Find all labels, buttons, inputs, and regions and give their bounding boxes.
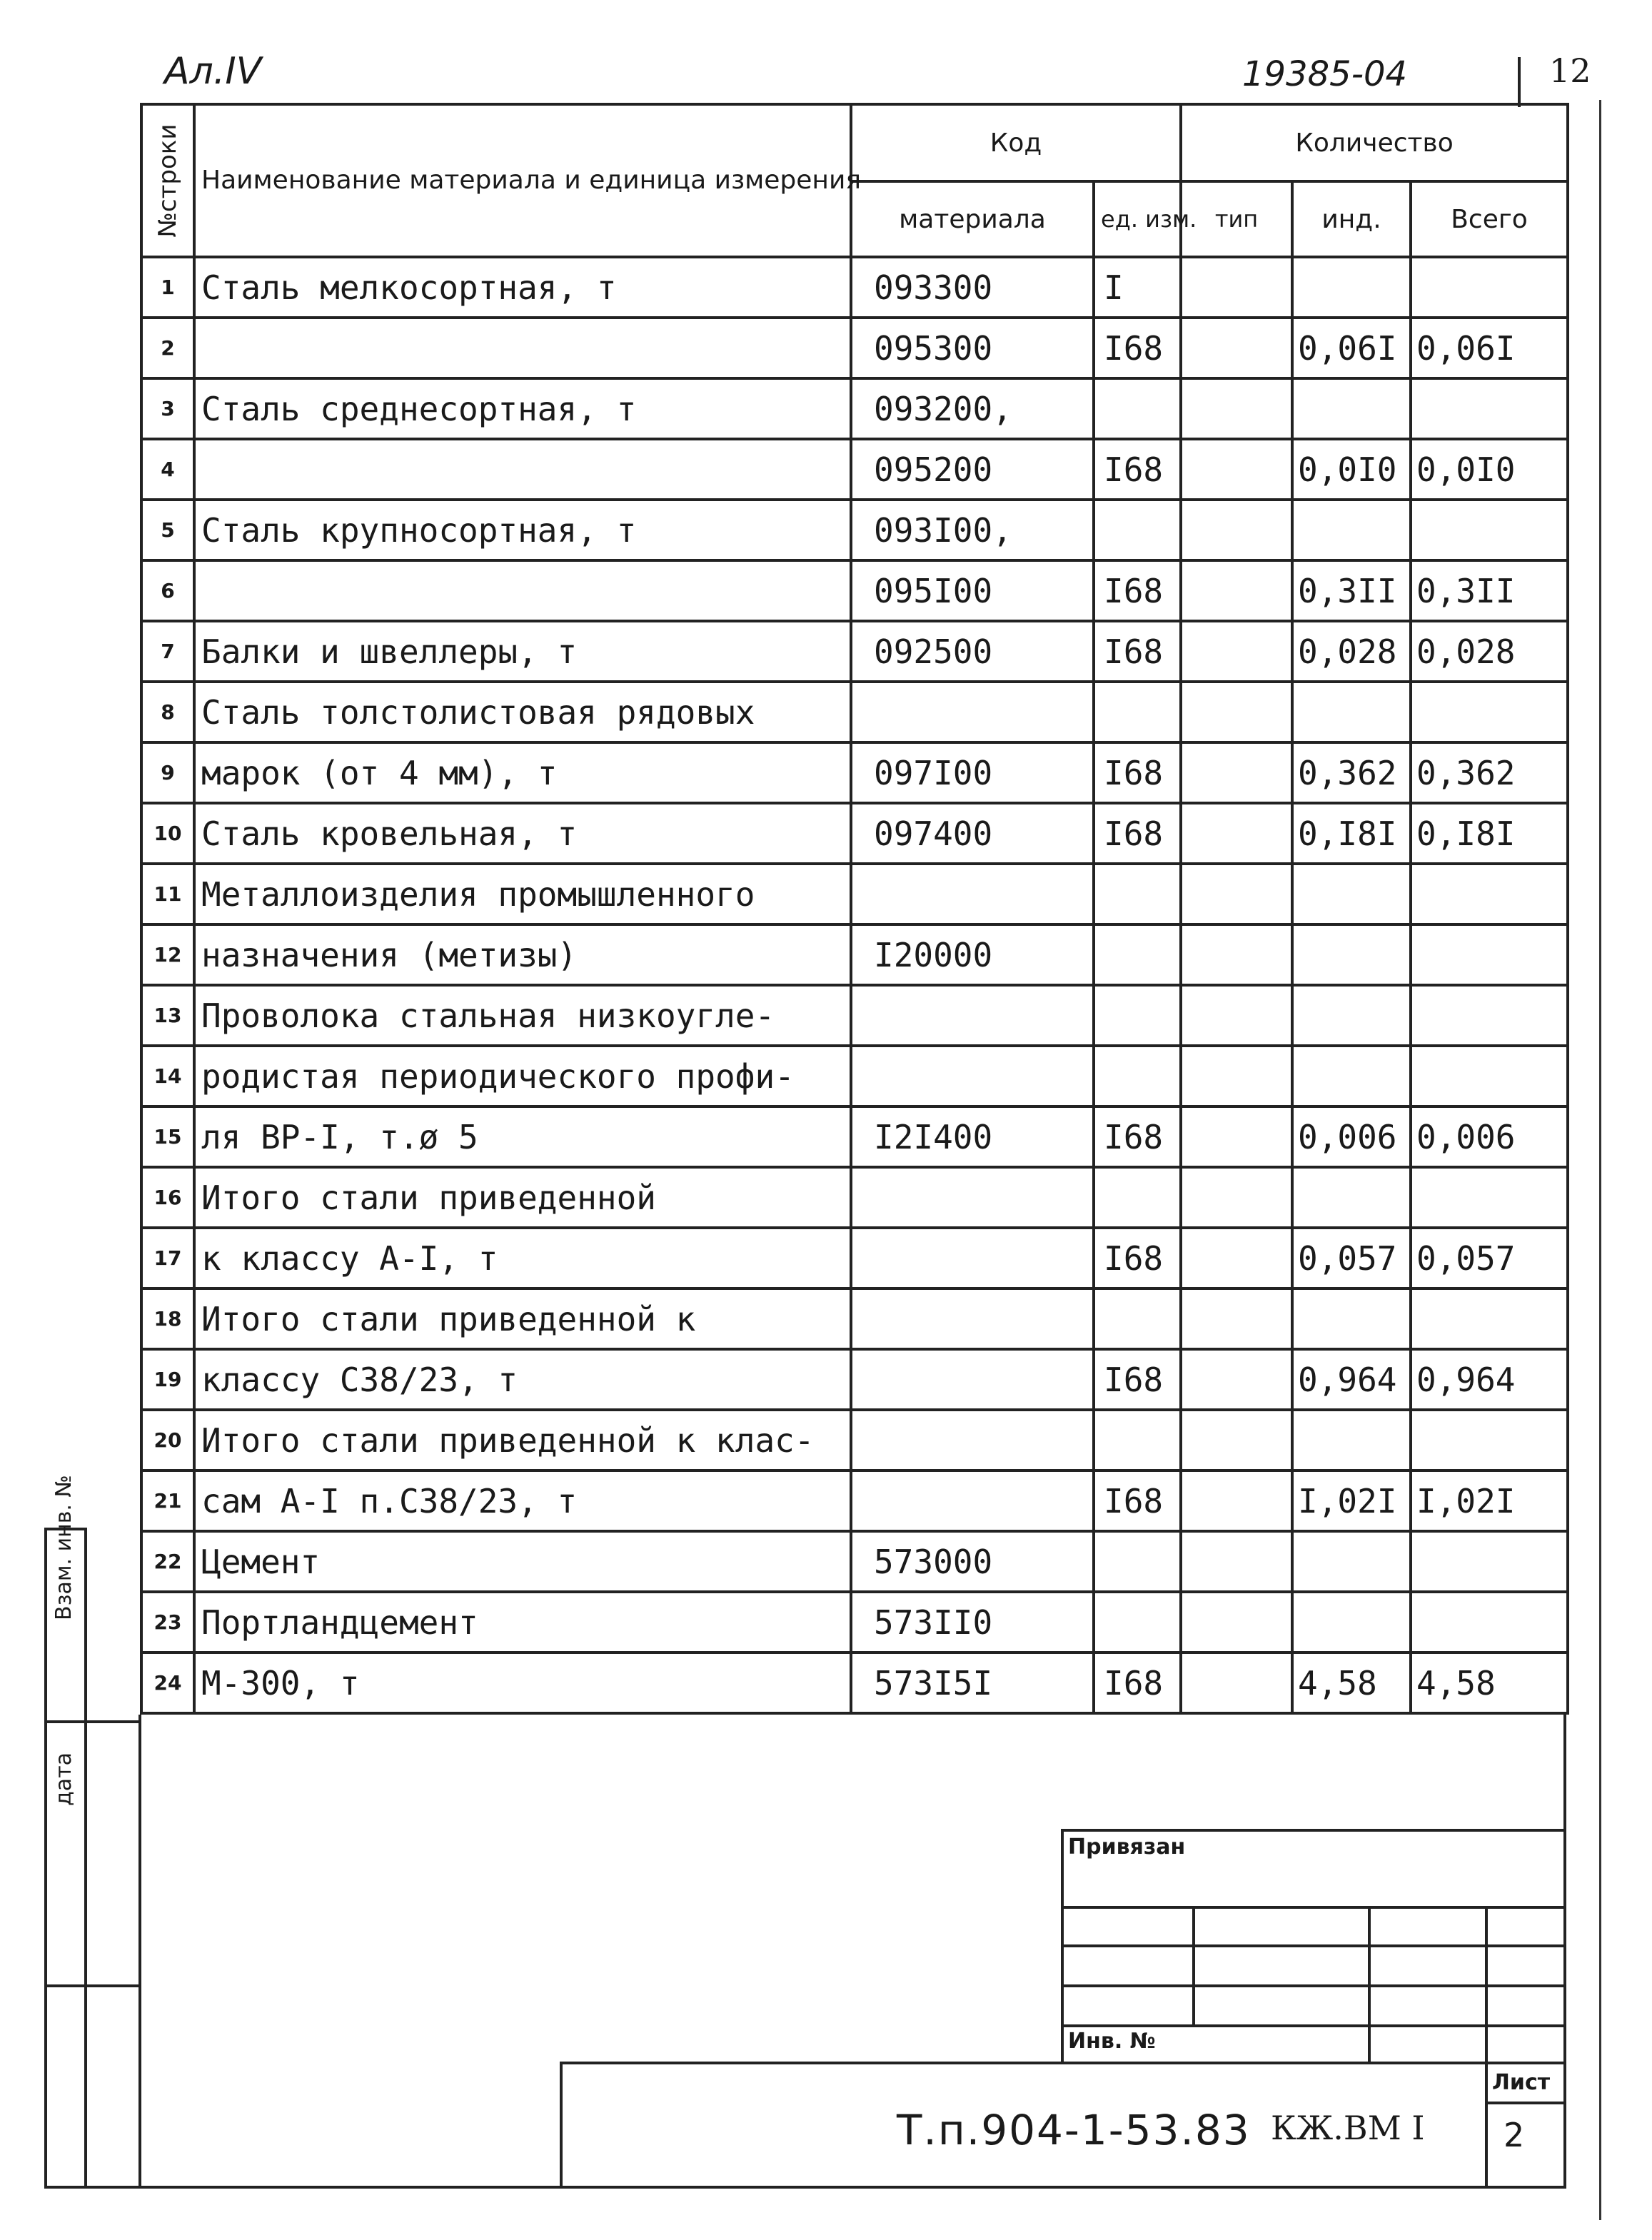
table-row	[141, 742, 1568, 803]
material-name-cell: Сталь толстолистовая рядовых	[194, 682, 851, 742]
row-number-header: №строки	[141, 104, 194, 257]
material-code-cell: 093I00,	[851, 500, 1094, 560]
table-row	[141, 1653, 1568, 1713]
unit-code-cell: I	[1094, 257, 1181, 318]
material-code-cell: 097400	[851, 803, 1094, 864]
row-number-cell: 10	[141, 803, 194, 864]
table-row	[141, 500, 1568, 560]
individual-qty-cell	[1292, 378, 1411, 439]
total-qty-cell	[1411, 985, 1568, 1046]
unit-code-cell	[1094, 924, 1181, 985]
individual-qty-cell	[1292, 1531, 1411, 1592]
unit-code-cell: I68	[1094, 803, 1181, 864]
individual-qty-cell: 0,0I0	[1292, 439, 1411, 500]
unit-code-cell: I68	[1094, 318, 1181, 378]
sheet-cell-divider	[1485, 2102, 1566, 2104]
material-code-header: материала	[851, 181, 1094, 257]
type-qty-cell	[1181, 500, 1292, 560]
material-name-cell: Металлоизделия промышленного	[194, 864, 851, 924]
date-label: дата	[51, 1752, 76, 1806]
material-name-cell	[194, 439, 851, 500]
table-row	[141, 682, 1568, 742]
unit-code-cell	[1094, 500, 1181, 560]
type-qty-cell	[1181, 1470, 1292, 1531]
individual-qty-cell	[1292, 1046, 1411, 1106]
sheet-number: 12	[1549, 51, 1591, 90]
material-code-cell: I20000	[851, 924, 1094, 985]
total-qty-cell	[1411, 378, 1568, 439]
individual-qty-cell: 0,362	[1292, 742, 1411, 803]
row-number-cell: 21	[141, 1470, 194, 1531]
table-row	[141, 1228, 1568, 1288]
table-row	[141, 803, 1568, 864]
type-qty-cell	[1181, 560, 1292, 621]
table-row	[141, 621, 1568, 682]
table-row	[141, 1106, 1568, 1167]
strip-divider-1	[44, 1720, 140, 1723]
individual-qty-header: инд.	[1292, 181, 1411, 257]
row-number-cell: 6	[141, 560, 194, 621]
stamp-row-3	[1061, 1984, 1566, 1987]
table-row	[141, 1410, 1568, 1470]
individual-qty-cell	[1292, 500, 1411, 560]
material-code-cell: 092500	[851, 621, 1094, 682]
type-qty-cell	[1181, 742, 1292, 803]
table-row	[141, 1349, 1568, 1410]
individual-qty-cell	[1292, 864, 1411, 924]
unit-code-cell	[1094, 1592, 1181, 1653]
individual-qty-cell	[1292, 1592, 1411, 1653]
type-qty-cell	[1181, 682, 1292, 742]
table-row	[141, 924, 1568, 985]
type-qty-cell	[1181, 985, 1292, 1046]
type-qty-cell	[1181, 621, 1292, 682]
type-qty-cell	[1181, 1592, 1292, 1653]
stamp-row-2	[1061, 1944, 1566, 1947]
type-qty-cell	[1181, 378, 1292, 439]
material-code-cell: 573000	[851, 1531, 1094, 1592]
material-code-cell: 097I00	[851, 742, 1094, 803]
table-row	[141, 378, 1568, 439]
type-qty-cell	[1181, 1531, 1292, 1592]
stamp-col-1	[1192, 1906, 1195, 2024]
material-name-cell: ля ВР-I, т.ø 5	[194, 1106, 851, 1167]
table-row	[141, 1531, 1568, 1592]
table-row	[141, 1288, 1568, 1349]
type-qty-cell	[1181, 439, 1292, 500]
material-code-cell	[851, 1470, 1094, 1531]
individual-qty-cell	[1292, 1410, 1411, 1470]
material-name-cell: Итого стали приведенной к	[194, 1288, 851, 1349]
unit-code-cell	[1094, 1531, 1181, 1592]
material-code-cell: I2I400	[851, 1106, 1094, 1167]
material-name-cell: сам А-I п.С38/23, т	[194, 1470, 851, 1531]
frame-right-line	[1563, 1715, 1566, 2188]
project-code: Т.п.904-1-53.83	[897, 2106, 1251, 2154]
individual-qty-cell: 0,028	[1292, 621, 1411, 682]
type-qty-cell	[1181, 1046, 1292, 1106]
unit-code-cell	[1094, 985, 1181, 1046]
total-qty-cell	[1411, 864, 1568, 924]
table-row	[141, 318, 1568, 378]
stamp-col-2	[1368, 1906, 1371, 2064]
strip-inner-line	[84, 1528, 87, 2188]
stamp-col-3	[1485, 1906, 1488, 2064]
material-code-cell: 093300	[851, 257, 1094, 318]
type-qty-cell	[1181, 803, 1292, 864]
individual-qty-cell	[1292, 682, 1411, 742]
sheet-label: Лист	[1492, 2070, 1551, 2095]
strip-outer-line	[44, 1528, 47, 2188]
total-qty-cell	[1411, 1410, 1568, 1470]
individual-qty-cell: 0,06I	[1292, 318, 1411, 378]
row-number-cell: 14	[141, 1046, 194, 1106]
quantity-header: Количество	[1181, 104, 1568, 181]
unit-code-cell: I68	[1094, 1106, 1181, 1167]
total-qty-cell	[1411, 1167, 1568, 1228]
table-row	[141, 257, 1568, 318]
stamp-top-line	[1061, 1829, 1566, 1832]
material-name-cell	[194, 560, 851, 621]
material-name-cell: к классу А-I, т	[194, 1228, 851, 1288]
table-row	[141, 560, 1568, 621]
row-number-cell: 19	[141, 1349, 194, 1410]
individual-qty-cell	[1292, 924, 1411, 985]
material-code-cell	[851, 985, 1094, 1046]
type-qty-cell	[1181, 1349, 1292, 1410]
table-row	[141, 1592, 1568, 1653]
type-qty-cell	[1181, 924, 1292, 985]
unit-code-cell	[1094, 1167, 1181, 1228]
total-qty-cell: 0,964	[1411, 1349, 1568, 1410]
row-number-cell: 5	[141, 500, 194, 560]
row-number-cell: 8	[141, 682, 194, 742]
type-qty-cell	[1181, 864, 1292, 924]
row-number-cell: 23	[141, 1592, 194, 1653]
table-row	[141, 1470, 1568, 1531]
unit-code-cell	[1094, 378, 1181, 439]
total-qty-cell: I,02I	[1411, 1470, 1568, 1531]
strip-divider-2	[44, 1984, 140, 1987]
type-qty-cell	[1181, 318, 1292, 378]
row-number-cell: 1	[141, 257, 194, 318]
stamp-row-1	[1061, 1906, 1566, 1909]
row-number-cell: 2	[141, 318, 194, 378]
document-number: 19385-04	[1242, 54, 1408, 94]
row-number-cell: 15	[141, 1106, 194, 1167]
right-margin-line	[1599, 100, 1601, 2220]
row-number-cell: 11	[141, 864, 194, 924]
total-qty-cell	[1411, 1046, 1568, 1106]
material-name-cell: Балки и швеллеры, т	[194, 621, 851, 682]
individual-qty-cell: 0,057	[1292, 1228, 1411, 1288]
frame-left-line	[138, 1715, 141, 2188]
type-qty-cell	[1181, 257, 1292, 318]
material-code-cell: 573I5I	[851, 1653, 1094, 1713]
total-qty-header: Всего	[1411, 181, 1568, 257]
individual-qty-cell: 0,006	[1292, 1106, 1411, 1167]
material-name-cell: Сталь крупносортная, т	[194, 500, 851, 560]
individual-qty-cell: 0,I8I	[1292, 803, 1411, 864]
material-name-header: Наименование материала и единица измерения	[194, 104, 851, 257]
replace-inv-label: Взам. инв. №	[51, 1475, 76, 1620]
total-qty-cell: 0,028	[1411, 621, 1568, 682]
material-code-cell	[851, 682, 1094, 742]
material-code-cell: 095200	[851, 439, 1094, 500]
individual-qty-cell: 0,3II	[1292, 560, 1411, 621]
title-block-top-line	[560, 2062, 1566, 2064]
material-name-cell: Проволока стальная низкоугле-	[194, 985, 851, 1046]
total-qty-cell	[1411, 257, 1568, 318]
individual-qty-cell	[1292, 985, 1411, 1046]
row-number-cell: 13	[141, 985, 194, 1046]
material-code-cell: 095300	[851, 318, 1094, 378]
type-qty-cell	[1181, 1167, 1292, 1228]
total-qty-cell: 0,06I	[1411, 318, 1568, 378]
material-name-cell: Итого стали приведенной	[194, 1167, 851, 1228]
row-number-cell: 22	[141, 1531, 194, 1592]
header-divider	[1518, 57, 1521, 107]
type-qty-header: тип	[1181, 181, 1292, 257]
material-code-cell	[851, 1167, 1094, 1228]
material-name-cell: Итого стали приведенной к клас-	[194, 1410, 851, 1470]
row-number-cell: 20	[141, 1410, 194, 1470]
table-row	[141, 864, 1568, 924]
album-label: Ал.IV	[164, 50, 262, 93]
unit-code-cell: I68	[1094, 742, 1181, 803]
type-qty-cell	[1181, 1653, 1292, 1713]
material-name-cell: Цемент	[194, 1531, 851, 1592]
table-row	[141, 1167, 1568, 1228]
material-code-cell	[851, 1288, 1094, 1349]
material-code-cell: 095I00	[851, 560, 1094, 621]
row-number-cell: 3	[141, 378, 194, 439]
table-row	[141, 439, 1568, 500]
individual-qty-cell	[1292, 257, 1411, 318]
material-name-cell: Сталь мелкосортная, т	[194, 257, 851, 318]
unit-code-cell: I68	[1094, 439, 1181, 500]
total-qty-cell: 4,58	[1411, 1653, 1568, 1713]
unit-code-cell: I68	[1094, 1470, 1181, 1531]
individual-qty-cell	[1292, 1288, 1411, 1349]
row-number-cell: 9	[141, 742, 194, 803]
total-qty-cell	[1411, 924, 1568, 985]
unit-code-cell: I68	[1094, 1349, 1181, 1410]
unit-code-cell	[1094, 864, 1181, 924]
type-qty-cell	[1181, 1228, 1292, 1288]
material-name-cell: назначения (метизы)	[194, 924, 851, 985]
type-qty-cell	[1181, 1288, 1292, 1349]
material-code-cell	[851, 1228, 1094, 1288]
unit-code-cell: I68	[1094, 1228, 1181, 1288]
frame-bottom-line	[44, 2186, 1566, 2189]
total-qty-cell: 0,362	[1411, 742, 1568, 803]
sheet-cell-line	[1485, 2062, 1488, 2187]
unit-code-cell	[1094, 682, 1181, 742]
unit-code-cell	[1094, 1410, 1181, 1470]
total-qty-cell	[1411, 1531, 1568, 1592]
row-number-cell: 24	[141, 1653, 194, 1713]
row-number-cell: 12	[141, 924, 194, 985]
materials-table	[140, 103, 1569, 1715]
total-qty-cell: 0,3II	[1411, 560, 1568, 621]
row-number-cell: 18	[141, 1288, 194, 1349]
unit-code-header: ед. изм.	[1094, 181, 1181, 257]
material-code-cell	[851, 864, 1094, 924]
material-name-cell: родистая периодического профи-	[194, 1046, 851, 1106]
row-number-cell: 4	[141, 439, 194, 500]
inventory-number-label: Инв. №	[1068, 2029, 1156, 2054]
bound-label: Привязан	[1068, 1835, 1186, 1860]
unit-code-cell: I68	[1094, 621, 1181, 682]
material-code-cell	[851, 1349, 1094, 1410]
title-block-left-line	[560, 2062, 563, 2187]
sheet-value: 2	[1504, 2116, 1525, 2154]
total-qty-cell	[1411, 682, 1568, 742]
total-qty-cell: 0,006	[1411, 1106, 1568, 1167]
total-qty-cell: 0,057	[1411, 1228, 1568, 1288]
material-code-cell: 573II0	[851, 1592, 1094, 1653]
stamp-row-4	[1061, 2024, 1566, 2027]
code-header: Код	[851, 104, 1181, 181]
unit-code-cell	[1094, 1288, 1181, 1349]
unit-code-cell: I68	[1094, 1653, 1181, 1713]
material-code-cell	[851, 1046, 1094, 1106]
unit-code-cell: I68	[1094, 560, 1181, 621]
row-number-cell: 7	[141, 621, 194, 682]
total-qty-cell	[1411, 1592, 1568, 1653]
type-qty-cell	[1181, 1106, 1292, 1167]
material-name-cell: Портландцемент	[194, 1592, 851, 1653]
material-name-cell: Сталь кровельная, т	[194, 803, 851, 864]
material-code-cell: 093200,	[851, 378, 1094, 439]
unit-code-cell	[1094, 1046, 1181, 1106]
material-name-cell: Сталь среднесортная, т	[194, 378, 851, 439]
total-qty-cell	[1411, 1288, 1568, 1349]
table-row	[141, 1046, 1568, 1106]
material-code-cell	[851, 1410, 1094, 1470]
material-name-cell: классу С38/23, т	[194, 1349, 851, 1410]
individual-qty-cell: I,02I	[1292, 1470, 1411, 1531]
document-mark: КЖ.ВМ I	[1271, 2109, 1425, 2147]
total-qty-cell: 0,0I0	[1411, 439, 1568, 500]
individual-qty-cell: 4,58	[1292, 1653, 1411, 1713]
row-number-cell: 17	[141, 1228, 194, 1288]
total-qty-cell	[1411, 500, 1568, 560]
total-qty-cell: 0,I8I	[1411, 803, 1568, 864]
individual-qty-cell	[1292, 1167, 1411, 1228]
table-row	[141, 985, 1568, 1046]
type-qty-cell	[1181, 1410, 1292, 1470]
individual-qty-cell: 0,964	[1292, 1349, 1411, 1410]
row-number-cell: 16	[141, 1167, 194, 1228]
material-name-cell: марок (от 4 мм), т	[194, 742, 851, 803]
material-name-cell	[194, 318, 851, 378]
material-name-cell: М-300, т	[194, 1653, 851, 1713]
